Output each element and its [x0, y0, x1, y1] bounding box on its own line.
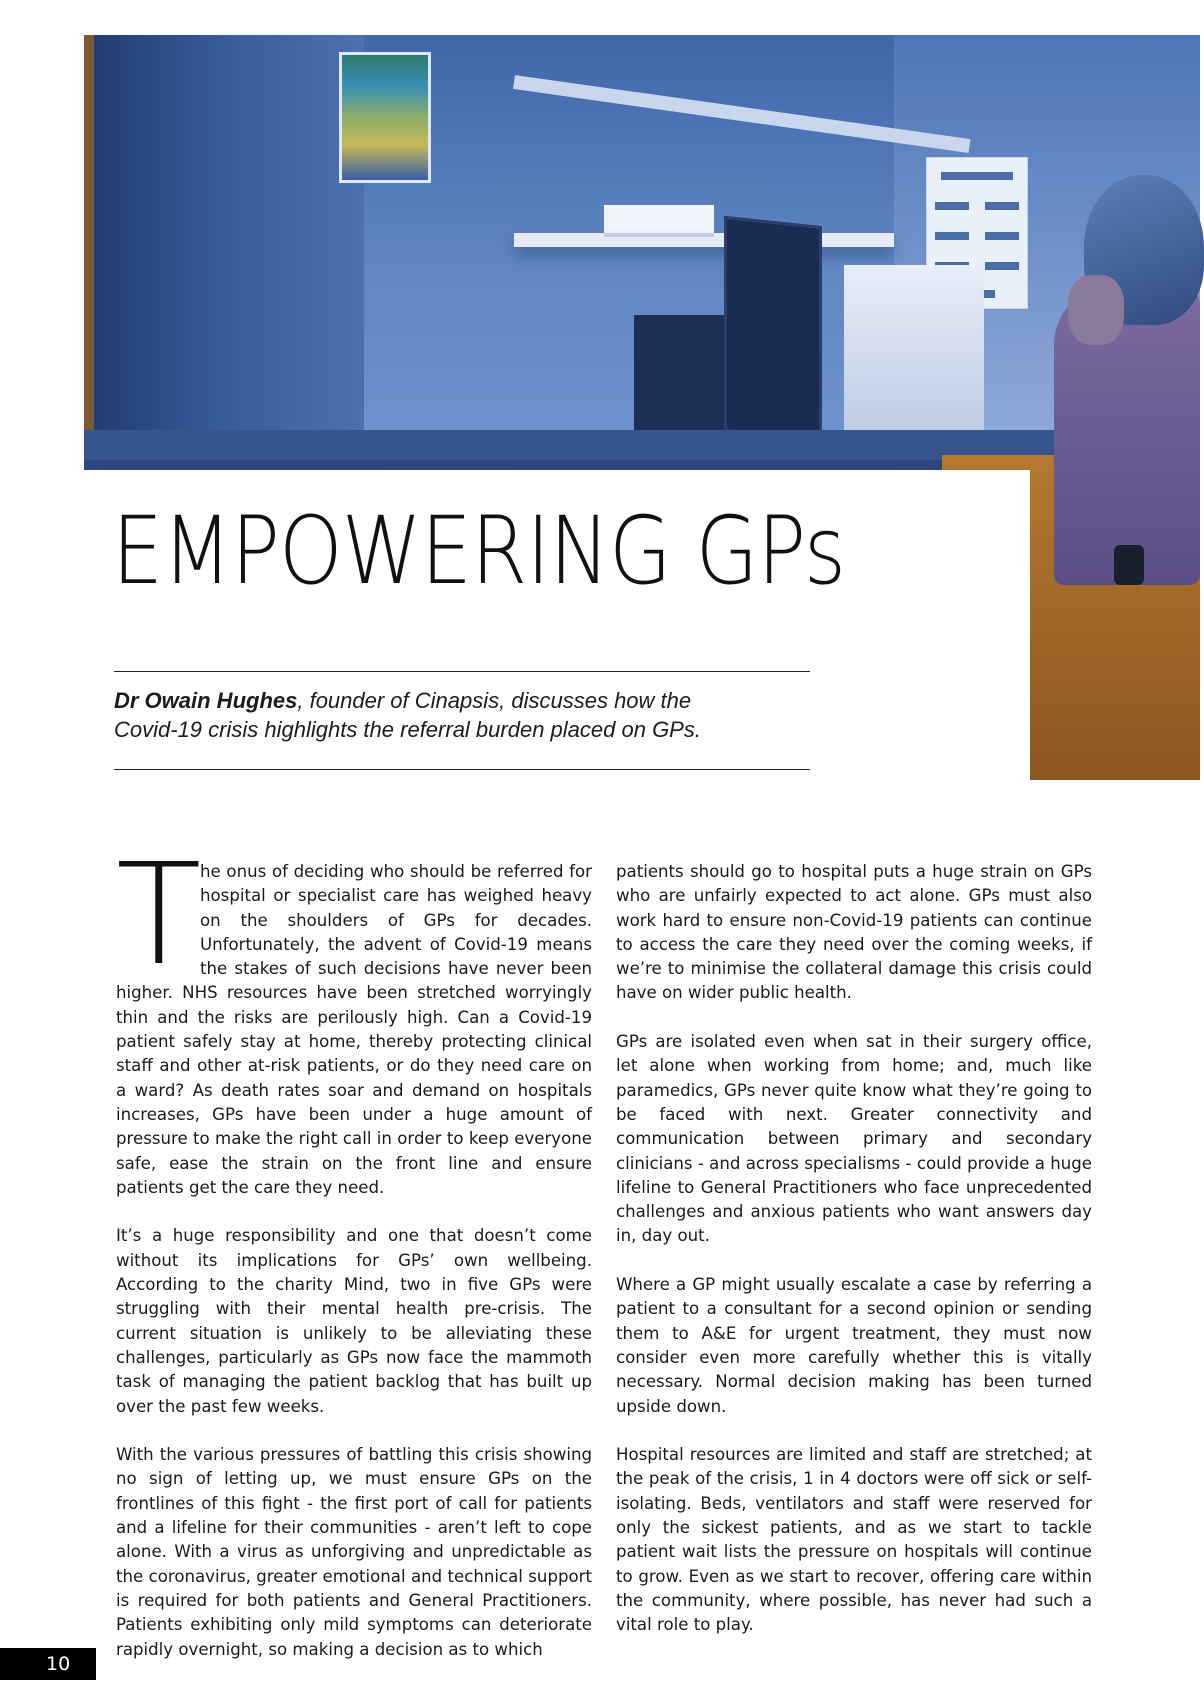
photo-monitor [724, 216, 822, 442]
body-paragraph [116, 834, 592, 1200]
body-paragraph: Where a GP might usually escalate a case by referring a patient to a consultant for a second opinion or sending them to A&E for urgent treatment, they must now consider even more carefully whether this is vitally necessary. Normal decision making has been turned upside down. [616, 1275, 1092, 1416]
body-paragraph: GPs are isolated even when sat in their surgery office, let alone when working from home; and, much like paramedics, GPs never quite know what they’re going to be faced with next. Greater connectivity and communication between primary and secondary clinicians - and across specialisms - could provide a huge lifeline to General Practitioners who face unprecedented challenges and anxious patients who want answers day in, day out. [616, 1032, 1092, 1246]
standfirst-line2: Covid-19 crisis highlights the referral burden placed on GPs. [114, 717, 701, 742]
photo-door-frame [84, 35, 94, 475]
page-number-tab [0, 1648, 96, 1680]
photo-wristwatch [1114, 545, 1144, 585]
body-paragraph: Hospital resources are limited and staff are stretched; at the peak of the crisis, 1 in 4 doctors were off sick or self-isolating. Beds, ventilators and staff were reserved for only the sickest patients, and as we start to tackle patient wait lists the pressure on hospitals will continue to grow. Even as we start to recover, offering care within the community, where possible, has never had such a vital role to play. [616, 1445, 1092, 1635]
body-paragraph: patients should go to hospital puts a huge strain on GPs who are unfairly expected to act alone. GPs must also work hard to ensure non-Covid-19 patients can continue to access the care they need over the coming weeks, if we’re to minimise the collateral damage this crisis could have on wider public health. [616, 862, 1092, 1003]
photo-person-hand [1068, 275, 1124, 345]
author-name: Dr Owain Hughes [114, 688, 298, 713]
body-paragraph: With the various pressures of battling this crisis showing no sign of letting up, we must ensure GPs on the frontlines of this fight - the first port of call for patients and a lifeline for their communities - aren’t left to cope alone. With a virus as unforgiving and unpredictable as the coronavirus, greater emotional and technical support is required for both patients and General Practitioners. Patients exhibiting only mild symptoms can deteriorate rapidly overnight, so making a decision as to which [116, 1445, 592, 1659]
standfirst-rule-top [114, 671, 810, 672]
standfirst-line1: , founder of Cinapsis, discusses how the [297, 688, 692, 713]
standfirst-rule-bottom [114, 769, 810, 770]
body-paragraph: It’s a huge responsibility and one that doesn’t come without its implications for GPs’ own wellbeing. According to the charity Mind, two in five GPs were struggling with their mental health pre-crisis. The current situation is unlikely to be alleviating these challenges, particularly as GPs now face the mammoth task of managing the patient backlog that has built up over the past few weeks. [116, 1226, 592, 1416]
photo-paper-stack [604, 205, 714, 237]
photo-wall-chart [342, 55, 428, 180]
drop-cap: T [116, 834, 202, 997]
article-headline: EMPOWERING GPs [112, 497, 846, 606]
photo-printer [844, 265, 984, 455]
body-column-right [616, 860, 1092, 1638]
page-number: 10 [46, 1653, 71, 1675]
article-standfirst [114, 686, 834, 744]
paragraph-text: he onus of deciding who should be referred for hospital or specialist care has weighed heavy on the shoulders of GPs for decades. Unfortunately, the advent of Covid-19 means the stakes of such decisions have never been higher. NHS resources have been stretched worryingly thin and the risks are perilously high. Can a Covid-19 patient safely stay at home, thereby protecting clinical staff and other at-risk patients, or do they need care on a ward? As death rates soar and demand on hospitals increases, GPs have been under a huge amount of pressure to make the right call in order to keep everyone safe, ease the strain on the front line and ensure patients get the care they need. [116, 862, 592, 1197]
body-column-left [116, 834, 592, 1662]
